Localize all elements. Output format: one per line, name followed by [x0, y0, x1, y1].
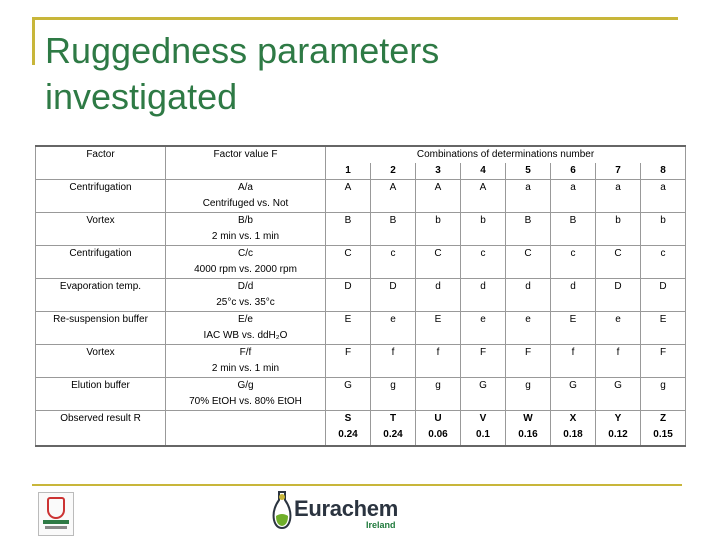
factor-code: A/a [237, 182, 253, 193]
factor-name: Elution buffer [36, 378, 166, 411]
factor-description: 25°c vs. 35°c [216, 297, 275, 308]
factor-description: 70% EtOH vs. 80% EtOH [189, 396, 302, 407]
factor-code: E/e [237, 314, 253, 325]
flask-icon [270, 490, 294, 530]
level-cell: G [461, 378, 506, 411]
observed-cell [506, 411, 551, 447]
level-cell: B [551, 213, 596, 246]
slide-title [45, 28, 439, 120]
table-row [36, 180, 686, 213]
table-row [36, 279, 686, 312]
table-row [36, 378, 686, 411]
combination-number: 4 [461, 163, 506, 180]
level-cell: D [596, 279, 641, 312]
factor-name: Vortex [36, 345, 166, 378]
factor-value [166, 345, 326, 378]
level-cell: a [551, 180, 596, 213]
level-cell: A [416, 180, 461, 213]
factor-code: C/c [238, 248, 253, 259]
result-value: 0.1 [476, 429, 490, 440]
result-letter: T [389, 413, 397, 424]
brand-sub: Ireland [366, 520, 396, 530]
level-cell: a [596, 180, 641, 213]
factor-name: Evaporation temp. [36, 279, 166, 312]
level-cell: e [506, 312, 551, 345]
level-cell: E [326, 312, 371, 345]
level-cell: B [506, 213, 551, 246]
header-factor-value: Factor value F [166, 146, 326, 163]
level-cell: c [461, 246, 506, 279]
level-cell: f [596, 345, 641, 378]
level-cell: c [371, 246, 416, 279]
result-value: 0.15 [653, 429, 673, 440]
result-letter: Z [659, 413, 667, 424]
level-cell: E [551, 312, 596, 345]
brand-name: Eurachem [294, 496, 398, 521]
level-cell: b [416, 213, 461, 246]
observed-cell [641, 411, 686, 447]
level-cell: F [326, 345, 371, 378]
table-row [36, 345, 686, 378]
factor-description: 2 min vs. 1 min [211, 231, 280, 242]
shield-icon [47, 497, 65, 519]
result-value: 0.24 [383, 429, 403, 440]
factor-value [166, 246, 326, 279]
factor-description: 4000 rpm vs. 2000 rpm [194, 264, 297, 275]
table-row [36, 246, 686, 279]
level-cell: D [371, 279, 416, 312]
observed-cell [461, 411, 506, 447]
level-cell: f [371, 345, 416, 378]
level-cell: C [326, 246, 371, 279]
level-cell: g [371, 378, 416, 411]
combination-number: 1 [326, 163, 371, 180]
level-cell: C [506, 246, 551, 279]
factor-value [166, 312, 326, 345]
level-cell: E [416, 312, 461, 345]
level-cell: b [596, 213, 641, 246]
level-cell: A [371, 180, 416, 213]
level-cell: b [641, 213, 686, 246]
result-letter: X [569, 413, 577, 424]
observed-cell [596, 411, 641, 447]
level-cell: d [551, 279, 596, 312]
factor-code: G/g [237, 380, 254, 391]
level-cell: B [326, 213, 371, 246]
combination-number: 5 [506, 163, 551, 180]
eurachem-logo [270, 490, 420, 534]
result-value: 0.16 [518, 429, 538, 440]
factor-code: B/b [237, 215, 253, 226]
factor-name: Centrifugation [36, 246, 166, 279]
result-letter: V [479, 413, 487, 424]
level-cell: C [596, 246, 641, 279]
factor-description: Centrifuged vs. Not [202, 198, 289, 209]
table-row [36, 312, 686, 345]
combination-number: 8 [641, 163, 686, 180]
observed-label: Observed result R [36, 411, 166, 447]
level-cell: d [416, 279, 461, 312]
factor-name: Re-suspension buffer [36, 312, 166, 345]
table-row [36, 213, 686, 246]
level-cell: c [551, 246, 596, 279]
level-cell: D [326, 279, 371, 312]
number-row [36, 163, 686, 180]
factor-code: F/f [239, 347, 252, 358]
result-value: 0.24 [338, 429, 358, 440]
factor-value [166, 213, 326, 246]
level-cell: A [461, 180, 506, 213]
factor-name: Centrifugation [36, 180, 166, 213]
level-cell: f [551, 345, 596, 378]
level-cell: b [461, 213, 506, 246]
factor-value [166, 279, 326, 312]
observed-cell [371, 411, 416, 447]
title-line-2: investigated [45, 76, 238, 117]
level-cell: G [326, 378, 371, 411]
factor-value [166, 378, 326, 411]
observed-cell [551, 411, 596, 447]
level-cell: G [551, 378, 596, 411]
observed-cell [326, 411, 371, 447]
level-cell: A [326, 180, 371, 213]
level-cell: a [641, 180, 686, 213]
level-cell: D [641, 279, 686, 312]
observed-cell [416, 411, 461, 447]
level-cell: F [641, 345, 686, 378]
result-letter: U [434, 413, 442, 424]
level-cell: B [371, 213, 416, 246]
header-factor: Factor [36, 146, 166, 163]
factor-description: 2 min vs. 1 min [211, 363, 280, 374]
level-cell: a [506, 180, 551, 213]
result-letter: W [523, 413, 533, 424]
level-cell: e [461, 312, 506, 345]
combination-number: 7 [596, 163, 641, 180]
result-value: 0.12 [608, 429, 628, 440]
irish-logo [38, 492, 74, 536]
level-cell: e [371, 312, 416, 345]
level-cell: g [506, 378, 551, 411]
level-cell: F [461, 345, 506, 378]
level-cell: g [641, 378, 686, 411]
level-cell: F [506, 345, 551, 378]
observed-row [36, 411, 686, 447]
level-cell: E [641, 312, 686, 345]
combination-number: 2 [371, 163, 416, 180]
result-letter: Y [614, 413, 622, 424]
factor-code: D/d [237, 281, 254, 292]
combination-number: 3 [416, 163, 461, 180]
level-cell: d [506, 279, 551, 312]
level-cell: c [641, 246, 686, 279]
title-line-1: Ruggedness parameters [45, 30, 440, 71]
factor-value [166, 180, 326, 213]
level-cell: C [416, 246, 461, 279]
ruggedness-table [35, 145, 686, 447]
frame-left-rule [32, 17, 35, 65]
level-cell: d [461, 279, 506, 312]
result-value: 0.18 [563, 429, 583, 440]
level-cell: e [596, 312, 641, 345]
level-cell: G [596, 378, 641, 411]
result-value: 0.06 [428, 429, 448, 440]
result-letter: S [344, 413, 352, 424]
combination-number: 6 [551, 163, 596, 180]
frame-top-rule [32, 17, 678, 20]
factor-description: IAC WB vs. ddH₂O [203, 330, 288, 341]
header-row [36, 146, 686, 163]
footer-rule [32, 484, 682, 486]
level-cell: g [416, 378, 461, 411]
header-combinations: Combinations of determinations number [326, 146, 686, 163]
level-cell: f [416, 345, 461, 378]
factor-name: Vortex [36, 213, 166, 246]
